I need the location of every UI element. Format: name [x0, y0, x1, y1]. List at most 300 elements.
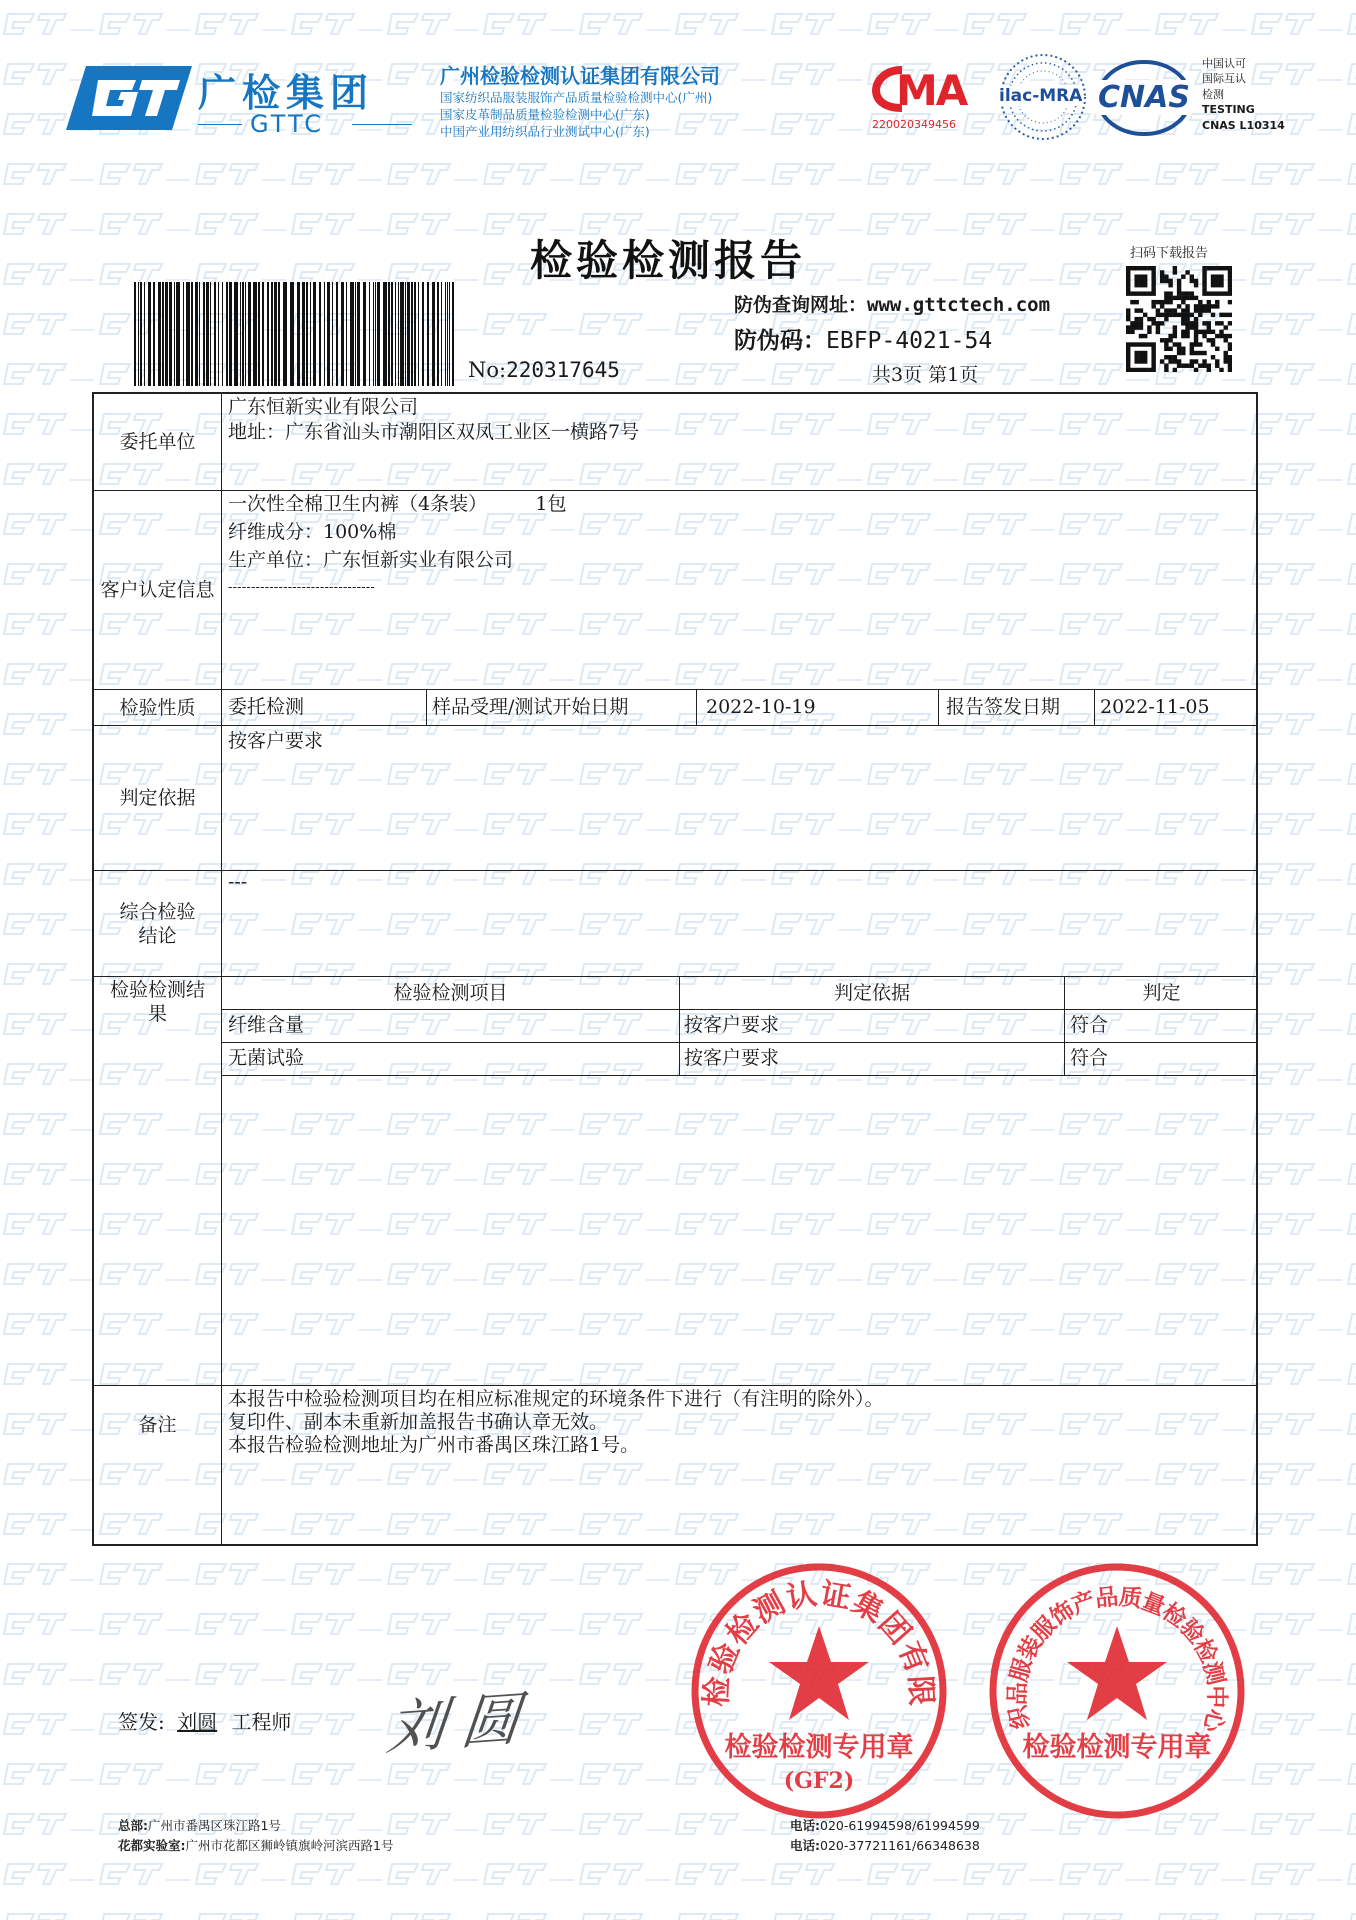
- qr-module: [1173, 308, 1177, 312]
- cnas-side-3: 检测: [1202, 88, 1224, 101]
- company-logo: [64, 60, 194, 136]
- barcode-bar: [210, 282, 211, 386]
- qr-module: [1190, 274, 1194, 278]
- barcode-bar: [226, 282, 228, 386]
- report-title: 检验检测报告: [530, 236, 807, 285]
- brand-rule-right: [352, 124, 412, 125]
- barcode-bar: [267, 282, 269, 386]
- qr-module: [1151, 347, 1155, 351]
- qr-module: [1215, 279, 1219, 283]
- footer-hq-tel-value: 020-61994598/61994599: [820, 1818, 980, 1833]
- qr-module: [1143, 334, 1147, 338]
- barcode-bar: [341, 282, 344, 386]
- barcode-bar: [332, 282, 333, 386]
- barcode-bar: [313, 282, 316, 386]
- row-divider: [222, 1075, 1258, 1076]
- qr-module: [1126, 291, 1130, 295]
- qr-module: [1224, 338, 1228, 342]
- barcode-bar: [262, 282, 264, 386]
- qr-module: [1177, 304, 1181, 308]
- qr-module: [1215, 364, 1219, 368]
- anti-fake-url-label: 防伪查询网址：: [734, 294, 868, 316]
- qr-module: [1151, 287, 1155, 291]
- qr-module: [1202, 330, 1206, 334]
- qr-module: [1215, 359, 1219, 363]
- qr-module: [1160, 270, 1164, 274]
- qr-module: [1134, 368, 1138, 372]
- qr-module: [1134, 308, 1138, 312]
- org-name: 广州检验检测认证集团有限公司: [440, 64, 720, 88]
- qr-module: [1164, 355, 1168, 359]
- qr-module: [1143, 342, 1147, 346]
- qr-module: [1168, 359, 1172, 363]
- qr-code[interactable]: [1126, 266, 1232, 372]
- qr-module: [1219, 368, 1223, 372]
- qr-module: [1228, 279, 1232, 283]
- col-divider: [938, 689, 939, 725]
- qr-module: [1215, 266, 1219, 270]
- qr-module: [1168, 296, 1172, 300]
- qr-module: [1211, 274, 1215, 278]
- issue-date-label: 报告签发日期: [946, 696, 1061, 718]
- qr-module: [1168, 313, 1172, 317]
- qr-module: [1168, 338, 1172, 342]
- qr-module: [1143, 291, 1147, 295]
- col-divider: [1094, 689, 1095, 725]
- qr-module: [1156, 308, 1160, 312]
- qr-module: [1181, 347, 1185, 351]
- qr-module: [1207, 266, 1211, 270]
- barcode-bar: [319, 282, 321, 386]
- qr-module: [1215, 334, 1219, 338]
- qr-module: [1160, 321, 1164, 325]
- barcode-bar: [432, 282, 435, 386]
- barcode-bar: [253, 282, 257, 386]
- barcode-bar: [240, 282, 241, 386]
- barcode-bar: [245, 282, 246, 386]
- svg-text:国家纺织品服装服饰产品质量检验检测中心(广州): [986, 1560, 1230, 1736]
- qr-module: [1177, 283, 1181, 287]
- qr-module: [1164, 342, 1168, 346]
- qr-module: [1185, 325, 1189, 329]
- qr-module: [1198, 304, 1202, 308]
- qr-module: [1160, 338, 1164, 342]
- customer-info-line-4: --------------------------------: [228, 580, 375, 595]
- qr-module: [1143, 355, 1147, 359]
- qr-module: [1168, 355, 1172, 359]
- qr-module: [1219, 291, 1223, 295]
- qr-module: [1190, 347, 1194, 351]
- qr-module: [1219, 283, 1223, 287]
- anti-fake-url[interactable]: www.gttctech.com: [867, 294, 1051, 316]
- qr-module: [1185, 334, 1189, 338]
- qr-module: [1164, 338, 1168, 342]
- row-divider: [92, 689, 1258, 690]
- qr-module: [1219, 266, 1223, 270]
- stamp-1-outer-text: 检验检测认证集团有限: [699, 1576, 939, 1708]
- qr-module: [1181, 321, 1185, 325]
- org-line-1: 国家纺织品服装服饰产品质量检验检测中心(广州): [440, 90, 713, 105]
- qr-module: [1168, 334, 1172, 338]
- qr-module: [1207, 325, 1211, 329]
- qr-module: [1185, 291, 1189, 295]
- client-address: 地址：广东省汕头市潮阳区双凤工业区一横路7号: [228, 421, 640, 443]
- qr-module: [1126, 266, 1130, 270]
- label-column-divider: [221, 392, 222, 1546]
- qr-module: [1139, 291, 1143, 295]
- qr-module: [1194, 334, 1198, 338]
- barcode-bar: [427, 282, 429, 386]
- qr-module: [1211, 355, 1215, 359]
- qr-module: [1177, 291, 1181, 295]
- barcode-bar: [199, 282, 200, 386]
- qr-module: [1126, 283, 1130, 287]
- qr-module: [1126, 368, 1130, 372]
- qr-module: [1151, 364, 1155, 368]
- qr-module: [1190, 296, 1194, 300]
- qr-module: [1194, 325, 1198, 329]
- barcode-bar: [418, 282, 419, 386]
- qr-module: [1177, 364, 1181, 368]
- qr-module: [1190, 325, 1194, 329]
- qr-module: [1202, 321, 1206, 325]
- qr-module: [1173, 325, 1177, 329]
- qr-module: [1168, 279, 1172, 283]
- qr-module: [1219, 279, 1223, 283]
- barcode-bar: [153, 282, 155, 386]
- basis-value: 按客户要求: [228, 730, 324, 752]
- barcode-bar: [400, 282, 404, 386]
- barcode-bar: [350, 282, 354, 386]
- qr-module: [1177, 359, 1181, 363]
- barcode-bar: [169, 282, 172, 386]
- start-date-label: 样品受理/测试开始日期: [432, 696, 629, 718]
- barcode-bar: [373, 282, 374, 386]
- qr-module: [1134, 283, 1138, 287]
- conclusion-label: [96, 871, 219, 976]
- qr-module: [1126, 342, 1130, 346]
- qr-module: [1185, 364, 1189, 368]
- result-row-2-item: 无菌试验: [228, 1047, 305, 1069]
- qr-module: [1147, 342, 1151, 346]
- qr-module: [1139, 274, 1143, 278]
- qr-module: [1126, 330, 1130, 334]
- qr-module: [1134, 266, 1138, 270]
- qr-module: [1198, 308, 1202, 312]
- qr-module: [1126, 351, 1130, 355]
- qr-module: [1228, 342, 1232, 346]
- anti-fake-code-line: [734, 322, 992, 355]
- qr-module: [1126, 347, 1130, 351]
- barcode-bar: [248, 282, 251, 386]
- inspection-type-label: 检验性质: [119, 696, 196, 719]
- anti-fake-code-label: 防伪码：: [734, 327, 826, 354]
- qr-module: [1143, 279, 1147, 283]
- qr-module: [1173, 342, 1177, 346]
- qr-module: [1151, 279, 1155, 283]
- barcode-bar: [165, 282, 168, 386]
- qr-module: [1147, 330, 1151, 334]
- qr-module: [1160, 279, 1164, 283]
- barcode-bar: [441, 282, 442, 386]
- barcode: [132, 282, 458, 386]
- report-no-value: 220317645: [506, 358, 620, 382]
- barcode-bar: [355, 282, 356, 386]
- barcode-bar: [234, 282, 238, 386]
- qr-module: [1143, 283, 1147, 287]
- qr-module: [1224, 313, 1228, 317]
- qr-module: [1211, 283, 1215, 287]
- footer-hq-address: 广州市番禺区珠江路1号: [148, 1818, 281, 1833]
- qr-module: [1160, 313, 1164, 317]
- qr-module: [1151, 355, 1155, 359]
- qr-module: [1173, 313, 1177, 317]
- barcode-bar: [176, 282, 180, 386]
- barcode-bar: [134, 282, 136, 386]
- qr-module: [1134, 291, 1138, 295]
- qr-module: [1177, 347, 1181, 351]
- qr-module: [1219, 330, 1223, 334]
- anti-fake-code: EBFP-4021-54: [826, 328, 993, 354]
- barcode-bar: [222, 282, 223, 386]
- footer-hq-label: 总部:: [118, 1818, 148, 1833]
- barcode-bar: [407, 282, 410, 386]
- qr-module: [1211, 330, 1215, 334]
- barcode-bar: [346, 282, 347, 386]
- qr-module: [1202, 334, 1206, 338]
- qr-module: [1194, 330, 1198, 334]
- footer-tel-label-1: 电话:: [790, 1818, 820, 1833]
- qr-module: [1151, 270, 1155, 274]
- qr-module: [1139, 279, 1143, 283]
- stamp-2-outer-text: 织品服装服饰产品质量检验检测中心: [1003, 1583, 1231, 1734]
- results-header-basis: 判定依据: [833, 982, 910, 1004]
- result-row-1-basis: 按客户要求: [684, 1014, 780, 1036]
- customer-info-label-text: 客户认定信息: [100, 579, 215, 601]
- qr-module: [1215, 283, 1219, 287]
- footer-lab-tel-value: 020-37721161/66348638: [820, 1838, 980, 1853]
- cma-number: 220020349456: [872, 118, 956, 131]
- barcode-bar: [258, 282, 260, 386]
- qr-module: [1228, 334, 1232, 338]
- qr-module: [1228, 364, 1232, 368]
- signature-line: [118, 1706, 291, 1735]
- qr-module: [1126, 355, 1130, 359]
- qr-module: [1151, 317, 1155, 321]
- qr-module: [1181, 351, 1185, 355]
- basis-label: 判定依据: [119, 787, 196, 809]
- result-row-1-item: 纤维含量: [228, 1014, 305, 1036]
- qr-module: [1130, 266, 1134, 270]
- signer-title: 工程师: [231, 1710, 292, 1734]
- col-divider: [696, 689, 697, 725]
- qr-module: [1228, 266, 1232, 270]
- qr-module: [1194, 359, 1198, 363]
- barcode-bar: [375, 282, 376, 386]
- barcode-bar: [447, 282, 448, 386]
- qr-module: [1164, 300, 1168, 304]
- qr-module: [1151, 304, 1155, 308]
- qr-module: [1173, 368, 1177, 372]
- qr-module: [1147, 368, 1151, 372]
- handwritten-signature: 刘圆: [384, 1683, 539, 1763]
- org-line-3: 中国产业用纺织品行业测试中心(广东): [440, 124, 650, 139]
- row-divider: [222, 1042, 1258, 1043]
- qr-module: [1177, 313, 1181, 317]
- qr-module: [1156, 330, 1160, 334]
- cnas-logo: [1094, 58, 1194, 138]
- qr-module: [1126, 313, 1130, 317]
- remark-line-2: 复印件、副本未重新加盖报告书确认章无效。: [228, 1411, 609, 1433]
- barcode-bar: [158, 282, 161, 386]
- qr-module: [1202, 283, 1206, 287]
- barcode-bar: [140, 282, 142, 386]
- qr-module: [1164, 317, 1168, 321]
- qr-module: [1130, 325, 1134, 329]
- qr-module: [1177, 287, 1181, 291]
- qr-module: [1134, 300, 1138, 304]
- qr-module: [1215, 274, 1219, 278]
- qr-module: [1143, 359, 1147, 363]
- qr-module: [1207, 308, 1211, 312]
- qr-module: [1207, 338, 1211, 342]
- cma-logo: [872, 62, 972, 132]
- qr-module: [1126, 325, 1130, 329]
- qr-module: [1151, 283, 1155, 287]
- qr-module: [1211, 279, 1215, 283]
- inspection-type: 委托检测: [228, 696, 305, 718]
- qr-module: [1185, 330, 1189, 334]
- qr-module: [1228, 274, 1232, 278]
- barcode-bar: [357, 282, 360, 386]
- qr-module: [1181, 308, 1185, 312]
- qr-module: [1147, 291, 1151, 295]
- qr-module: [1130, 330, 1134, 334]
- qr-module: [1156, 321, 1160, 325]
- client-name: 广东恒新实业有限公司: [228, 396, 419, 418]
- qr-module: [1126, 287, 1130, 291]
- stamp-2-inner-text: 检验检测专用章: [1022, 1732, 1212, 1763]
- customer-info-line-3: 生产单位：广东恒新实业有限公司: [228, 549, 514, 571]
- qr-module: [1185, 317, 1189, 321]
- barcode-bar: [327, 282, 330, 386]
- barcode-bar: [278, 282, 280, 386]
- cnas-side-2: 国际互认: [1202, 72, 1246, 85]
- qr-module: [1190, 364, 1194, 368]
- qr-module: [1151, 300, 1155, 304]
- customer-info-line-2: 纤维成分：100%棉: [228, 521, 397, 543]
- barcode-bar: [186, 282, 190, 386]
- qr-module: [1147, 317, 1151, 321]
- qr-module: [1160, 274, 1164, 278]
- qr-module: [1207, 330, 1211, 334]
- qr-module: [1207, 321, 1211, 325]
- qr-module: [1211, 266, 1215, 270]
- qr-module: [1168, 347, 1172, 351]
- footer-hq-tel: [790, 1816, 980, 1834]
- qr-module: [1228, 355, 1232, 359]
- qr-module: [1156, 300, 1160, 304]
- qr-module: [1164, 347, 1168, 351]
- barcode-bar: [229, 282, 232, 386]
- qr-module: [1160, 304, 1164, 308]
- qr-module: [1168, 308, 1172, 312]
- qr-module: [1185, 308, 1189, 312]
- result-row-2-basis: 按客户要求: [684, 1047, 780, 1069]
- qr-module: [1156, 325, 1160, 329]
- qr-module: [1181, 296, 1185, 300]
- qr-module: [1139, 308, 1143, 312]
- qr-module: [1139, 283, 1143, 287]
- barcode-bar: [336, 282, 338, 386]
- qr-module: [1134, 351, 1138, 355]
- qr-module: [1139, 355, 1143, 359]
- qr-module: [1134, 317, 1138, 321]
- qr-module: [1185, 296, 1189, 300]
- qr-module: [1160, 300, 1164, 304]
- qr-module: [1190, 342, 1194, 346]
- qr-module: [1228, 291, 1232, 295]
- qr-module: [1198, 330, 1202, 334]
- barcode-bar: [144, 282, 145, 386]
- barcode-bar: [452, 282, 454, 386]
- scan-label: 扫码下载报告: [1130, 246, 1209, 261]
- barcode-bar: [398, 282, 399, 386]
- qr-module: [1202, 304, 1206, 308]
- qr-module: [1202, 359, 1206, 363]
- barcode-bar: [174, 282, 175, 386]
- qr-module: [1147, 325, 1151, 329]
- barcode-bar: [363, 282, 366, 386]
- qr-module: [1168, 291, 1172, 295]
- qr-module: [1173, 359, 1177, 363]
- qr-module: [1228, 368, 1232, 372]
- row-divider: [222, 1009, 1258, 1010]
- qr-module: [1207, 364, 1211, 368]
- qr-module: [1207, 291, 1211, 295]
- footer-lab-label: 花都实验室:: [118, 1838, 186, 1853]
- qr-module: [1190, 351, 1194, 355]
- qr-module: [1139, 317, 1143, 321]
- qr-module: [1219, 334, 1223, 338]
- qr-module: [1151, 342, 1155, 346]
- qr-module: [1198, 300, 1202, 304]
- center-seal-stamp: [986, 1560, 1248, 1822]
- qr-module: [1134, 274, 1138, 278]
- barcode-bar: [395, 282, 396, 386]
- barcode-bar: [422, 282, 424, 386]
- qr-module: [1224, 351, 1228, 355]
- qr-module: [1134, 359, 1138, 363]
- qr-module: [1151, 266, 1155, 270]
- footer-hq: [118, 1816, 281, 1834]
- qr-module: [1173, 330, 1177, 334]
- qr-module: [1202, 279, 1206, 283]
- qr-module: [1139, 368, 1143, 372]
- barcode-bar: [274, 282, 277, 386]
- qr-module: [1181, 364, 1185, 368]
- start-date: 2022-10-19: [706, 696, 816, 718]
- results-header-item: 检验检测项目: [393, 982, 508, 1004]
- barcode-bar: [271, 282, 273, 386]
- qr-module: [1202, 274, 1206, 278]
- org-line-2: 国家皮革制品质量检验检测中心(广东): [440, 107, 650, 122]
- remark-line-1: 本报告中检验检测项目均在相应标准规定的环境条件下进行（有注明的除外）。: [228, 1388, 884, 1410]
- qr-module: [1215, 347, 1219, 351]
- qr-module: [1173, 334, 1177, 338]
- qr-module: [1190, 291, 1194, 295]
- qr-module: [1228, 321, 1232, 325]
